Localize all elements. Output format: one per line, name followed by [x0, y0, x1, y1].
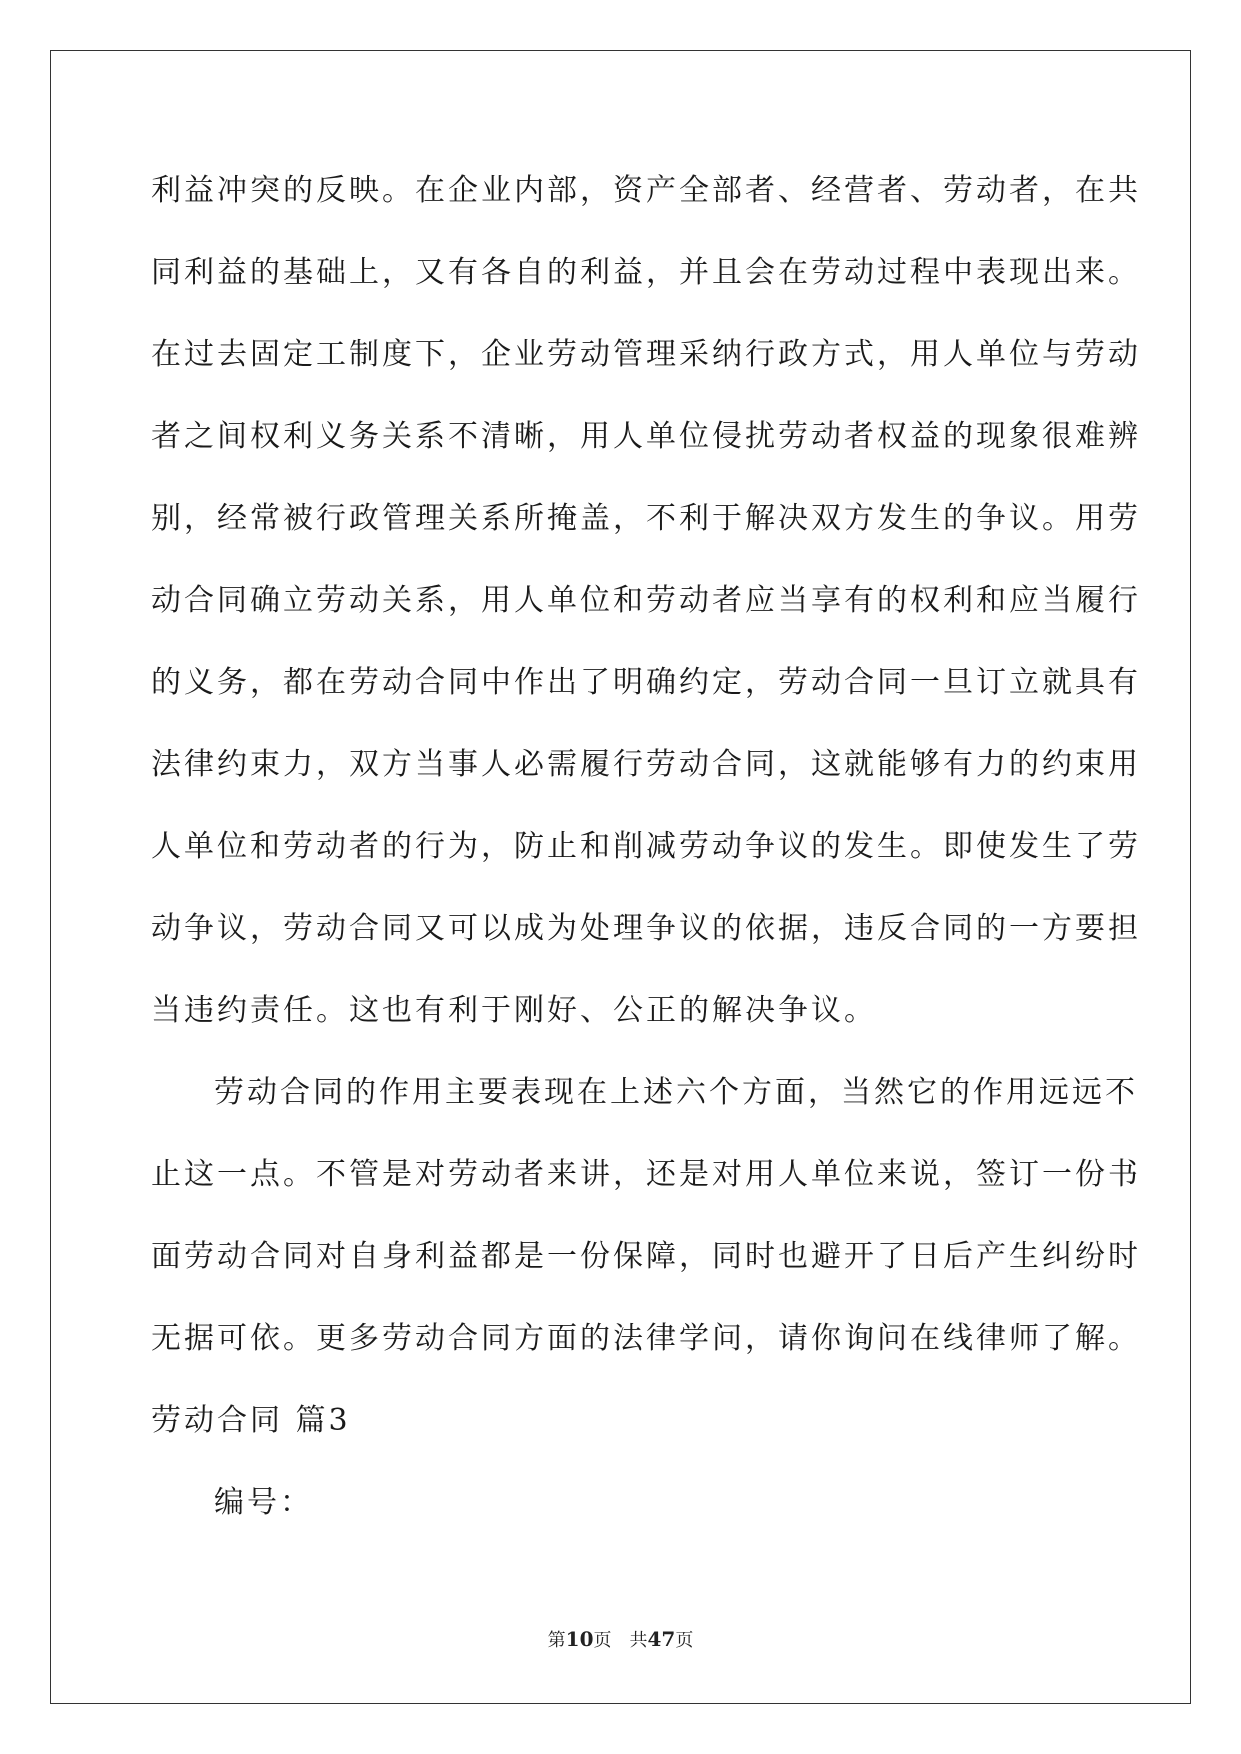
text-line: 在过去固定工制度下，企业劳动管理采纳行政方式，用人单位与劳动	[151, 337, 1141, 372]
text-line: 利益冲突的反映。在企业内部，资产全部者、经营者、劳动者，在共	[151, 173, 1141, 208]
text-line: 无据可依。更多劳动合同方面的法律学问，请你询问在线律师了解。	[151, 1321, 1141, 1356]
text-line: 法律约束力，双方当事人必需履行劳动合同，这就能够有力的约束用	[151, 747, 1141, 782]
page-number: 10	[565, 1627, 594, 1651]
text-line: 止这一点。不管是对劳动者来讲，还是对用人单位来说，签订一份书	[151, 1157, 1141, 1192]
page-mid: 页 共	[593, 1630, 648, 1651]
page-suffix: 页	[675, 1630, 694, 1651]
total-pages: 47	[647, 1627, 676, 1651]
paragraph-2	[151, 1065, 1141, 1393]
text-line: 同利益的基础上，又有各自的利益，并且会在劳动过程中表现出来。	[151, 255, 1141, 290]
text-line: 动争议，劳动合同又可以成为处理争议的依据，违反合同的一方要担	[151, 911, 1141, 946]
page-footer	[0, 1626, 1241, 1652]
page-prefix: 第	[547, 1630, 566, 1651]
paragraph-1	[151, 163, 1141, 1065]
section-heading: 劳动合同 篇3	[151, 1403, 351, 1438]
text-line: 面劳动合同对自身利益都是一份保障，同时也避开了日后产生纠纷时	[151, 1239, 1141, 1274]
text-line: 人单位和劳动者的行为，防止和削减劳动争议的发生。即使发生了劳	[151, 829, 1141, 864]
text-line: 当违约责任。这也有利于刚好、公正的解决争议。	[151, 993, 877, 1028]
number-label: 编号：	[214, 1485, 313, 1520]
text-line: 者之间权利义务关系不清晰，用人单位侵扰劳动者权益的现象很难辨	[151, 419, 1141, 454]
text-line: 动合同确立劳动关系，用人单位和劳动者应当享有的权利和应当履行	[151, 583, 1141, 618]
text-line: 别，经常被行政管理关系所掩盖，不利于解决双方发生的争议。用劳	[151, 501, 1141, 536]
document-body	[151, 163, 1141, 1557]
text-line: 的义务，都在劳动合同中作出了明确约定，劳动合同一旦订立就具有	[151, 665, 1141, 700]
text-line: 劳动合同的作用主要表现在上述六个方面，当然它的作用远远不	[214, 1075, 1138, 1110]
